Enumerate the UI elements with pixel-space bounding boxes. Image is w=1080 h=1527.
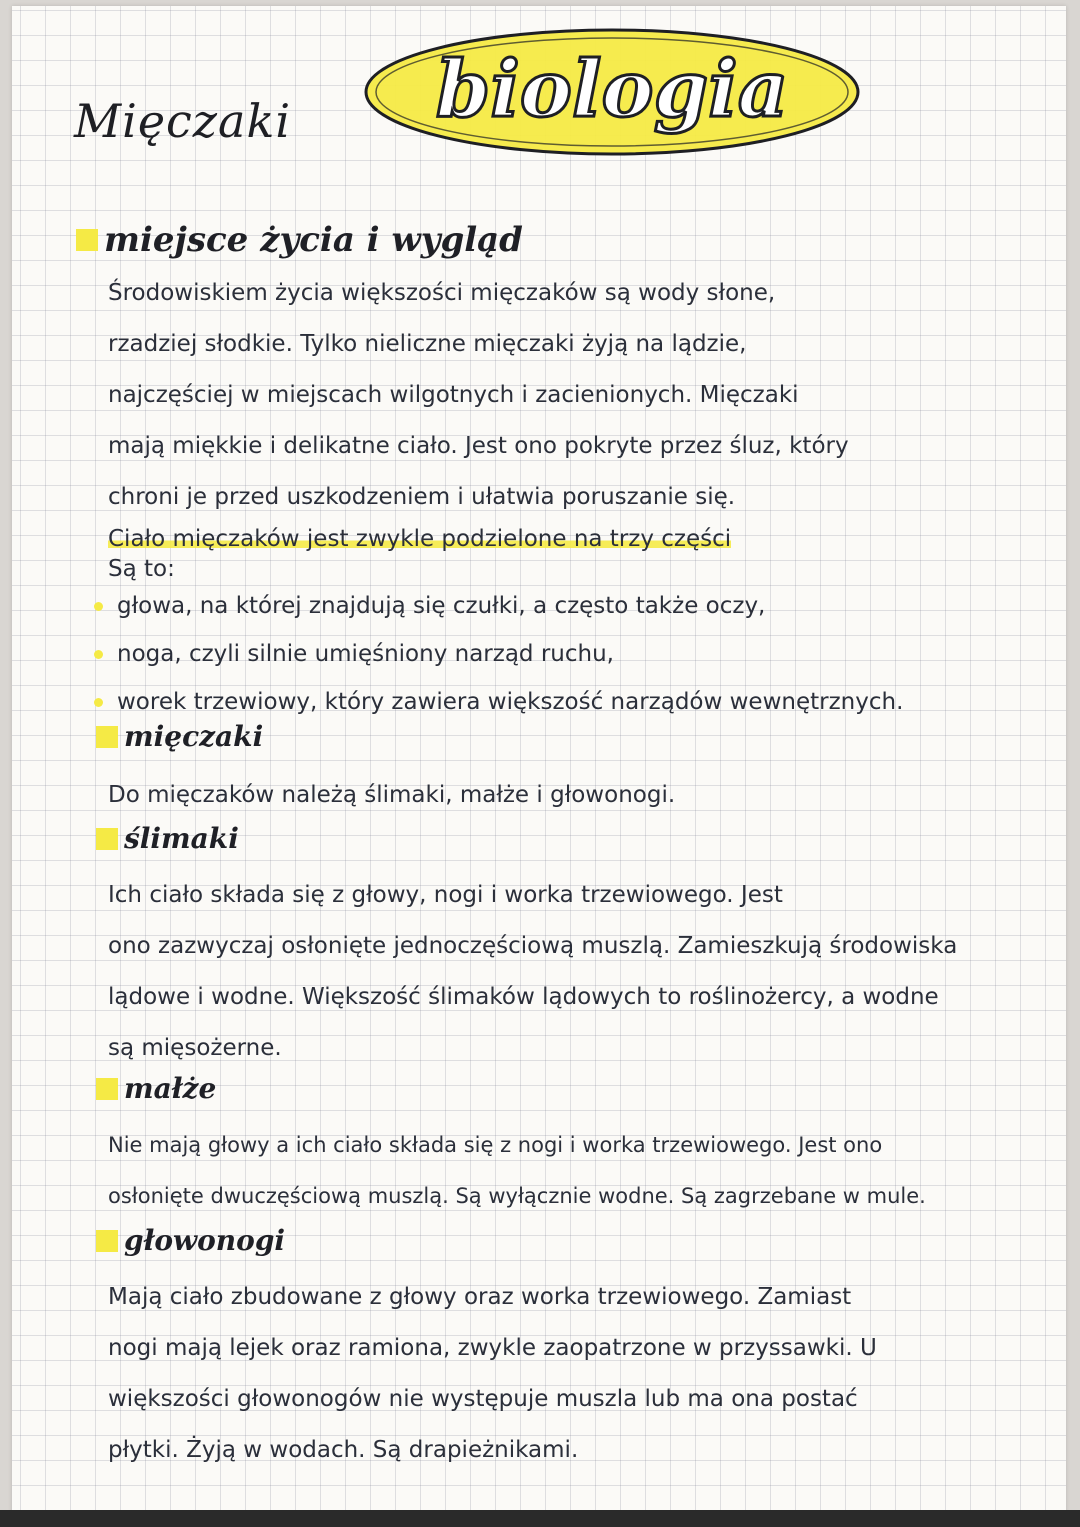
body-parts-list: [94, 582, 994, 726]
yellow-square-marker: [96, 1078, 118, 1100]
highlighted-sentence: Ciało mięczaków jest zwykle podzielone na trzy części: [108, 526, 732, 552]
section-molluscs-title: mięczaki: [124, 720, 264, 753]
text-line: mają miękkie i delikatne ciało. Jest ono pokryte przez śluz, który: [108, 433, 849, 459]
section-snails-header: [96, 822, 239, 855]
text-line: nogi mają lejek oraz ramiona, zwykle zaopatrzone w przyssawki. U: [108, 1335, 877, 1361]
section-habitat-title: miejsce życia i wygląd: [104, 220, 523, 260]
bullet-dot: [94, 698, 103, 707]
section-snails-title: ślimaki: [124, 822, 239, 855]
text-line: płytki. Żyją w wodach. Są drapieżnikami.: [108, 1437, 579, 1463]
text-line: większości głowonogów nie występuje muszla lub ma ona postać: [108, 1386, 858, 1412]
bullet-dot: [94, 602, 103, 611]
list-item: [94, 678, 994, 726]
bullet-dot: [94, 650, 103, 659]
list-item: [94, 582, 994, 630]
notebook-page: [12, 6, 1066, 1516]
list-item: [94, 630, 994, 678]
text-line: ono zazwyczaj osłonięte jednoczęściową muszlą. Zamieszkują środowiska: [108, 933, 958, 959]
bottom-edge: [0, 1510, 1080, 1527]
section-habitat-text: [108, 268, 988, 523]
text-line: Środowiskiem życia większości mięczaków są wody słone,: [108, 280, 776, 306]
text-line: najczęściej w miejscach wilgotnych i zacienionych. Mięczaki: [108, 382, 799, 408]
section-habitat-header: [76, 220, 523, 260]
section-molluscs-text: [108, 770, 988, 821]
list-item-text: worek trzewiowy, który zawiera większość narządów wewnętrznych.: [117, 689, 904, 715]
section-bivalves-text: [108, 1120, 988, 1222]
intro-line: Są to:: [108, 556, 175, 582]
yellow-square-marker: [96, 828, 118, 850]
text-line: rzadziej słodkie. Tylko nieliczne mięczaki żyją na lądzie,: [108, 331, 747, 357]
section-habitat-highlight: [108, 524, 988, 584]
text-line: Do mięczaków należą ślimaki, małże i głowonogi.: [108, 782, 676, 808]
yellow-square-marker: [96, 1230, 118, 1252]
section-cephalopods-header: [96, 1224, 285, 1257]
section-cephalopods-text: [108, 1272, 988, 1476]
logo-text: biologia: [435, 44, 789, 135]
text-line: lądowe i wodne. Większość ślimaków lądowych to roślinożercy, a wodne: [108, 984, 939, 1010]
section-bivalves-title: małże: [124, 1072, 217, 1105]
section-molluscs-header: [96, 720, 263, 753]
yellow-square-marker: [96, 726, 118, 748]
section-snails-text: [108, 870, 988, 1074]
list-item-text: głowa, na której znajdują się czułki, a często także oczy,: [117, 593, 766, 619]
text-line: są mięsożerne.: [108, 1035, 282, 1061]
text-line: Mają ciało zbudowane z głowy oraz worka trzewiowego. Zamiast: [108, 1284, 852, 1310]
biologia-logo: [357, 14, 867, 164]
text-line: Ich ciało składa się z głowy, nogi i worka trzewiowego. Jest: [108, 882, 783, 908]
section-cephalopods-title: głowonogi: [124, 1224, 286, 1257]
section-bivalves-header: [96, 1072, 216, 1105]
text-line: chroni je przed uszkodzeniem i ułatwia poruszanie się.: [108, 484, 736, 510]
yellow-square-marker: [76, 229, 98, 251]
list-item-text: noga, czyli silnie umięśniony narząd ruchu,: [117, 641, 614, 667]
text-line: osłonięte dwuczęściową muszlą. Są wyłącznie wodne. Są zagrzebane w mule.: [108, 1184, 926, 1208]
page-heading: Mięczaki: [74, 94, 292, 148]
text-line: Nie mają głowy a ich ciało składa się z nogi i worka trzewiowego. Jest ono: [108, 1133, 883, 1157]
